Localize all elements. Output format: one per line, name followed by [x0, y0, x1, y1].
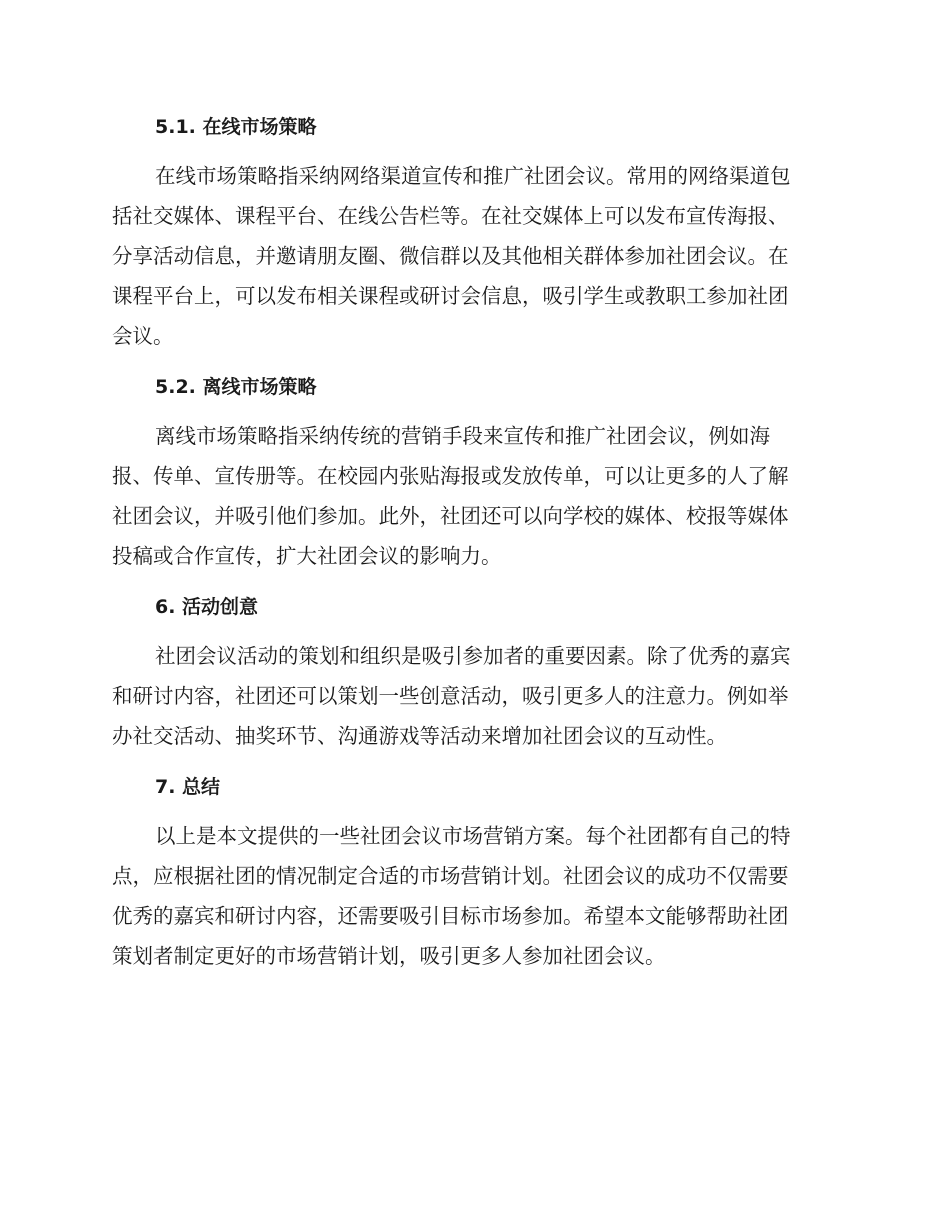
text-line: 办社交活动、抽奖环节、沟通游戏等活动来增加社团会议的互动性。 — [112, 724, 727, 748]
text-line: 分享活动信息，并邀请朋友圈、微信群以及其他相关群体参加社团会议。在 — [112, 244, 789, 268]
text-line: 课程平台上，可以发布相关课程或研讨会信息，吸引学生或教职工参加社团 — [112, 284, 789, 308]
paragraph-online-marketing — [112, 156, 832, 356]
text-line: 报、传单、宣传册等。在校园内张贴海报或发放传单，可以让更多的人了解 — [112, 464, 789, 488]
heading-activity-ideas: 6. 活动创意 — [155, 596, 259, 618]
text-line: 离线市场策略指采纳传统的营销手段来宣传和推广社团会议，例如海 — [155, 424, 770, 448]
paragraph-summary — [112, 816, 832, 976]
text-line: 投稿或合作宣传，扩大社团会议的影响力。 — [112, 544, 502, 568]
paragraph-activity-ideas — [112, 636, 832, 756]
text-line: 以上是本文提供的一些社团会议市场营销方案。每个社团都有自己的特 — [155, 824, 791, 848]
text-line: 括社交媒体、课程平台、在线公告栏等。在社交媒体上可以发布宣传海报、 — [112, 204, 789, 228]
text-line: 社团会议活动的策划和组织是吸引参加者的重要因素。除了优秀的嘉宾 — [155, 644, 791, 668]
text-line: 策划者制定更好的市场营销计划，吸引更多人参加社团会议。 — [112, 944, 666, 968]
heading-online-marketing: 5.1. 在线市场策略 — [155, 116, 317, 138]
text-line: 优秀的嘉宾和研讨内容，还需要吸引目标市场参加。希望本文能够帮助社团 — [112, 904, 789, 928]
document-body — [112, 108, 832, 988]
text-line: 点，应根据社团的情况制定合适的市场营销计划。社团会议的成功不仅需要 — [112, 864, 789, 888]
heading-summary: 7. 总结 — [155, 776, 221, 798]
text-line: 社团会议，并吸引他们参加。此外，社团还可以向学校的媒体、校报等媒体 — [112, 504, 789, 528]
paragraph-offline-marketing — [112, 416, 832, 576]
text-line: 会议。 — [112, 324, 174, 348]
text-line: 在线市场策略指采纳网络渠道宣传和推广社团会议。常用的网络渠道包 — [155, 164, 791, 188]
text-line: 和研讨内容，社团还可以策划一些创意活动，吸引更多人的注意力。例如举 — [112, 684, 789, 708]
heading-offline-marketing: 5.2. 离线市场策略 — [155, 376, 317, 398]
